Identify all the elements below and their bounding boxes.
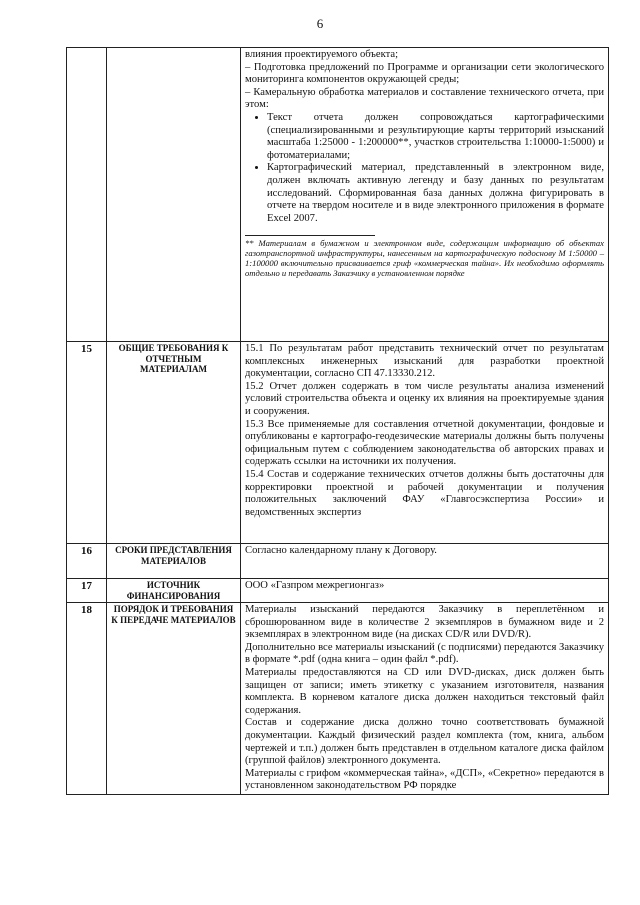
table-row (67, 603, 609, 795)
requirements-table (66, 47, 609, 795)
paragraph: ООО «Газпром межрегионгаз» (245, 580, 385, 591)
table-row (67, 544, 609, 579)
row-number: 16 (67, 544, 107, 579)
bullet-list (245, 112, 604, 225)
paragraph: 15.1 По результатам работ представить технический отчет по результатам комплексных инженерных изысканий для разработки проектной документации, согласно СП 47.13330.212. (245, 343, 604, 380)
paragraph: Согласно календарному плану к Договору. (245, 545, 437, 556)
footnote: ** Материалам в бумажном и электронном виде, содержащим информацию об объектах газотранспортной инфраструктуры, нанесенным на картографическую подоснову М 1:50000 – 1:100000 включительно присваивается гриф «коммерческая тайна». Их необходимо оформлять отдельно и передавать Заказчику в установленном порядке (245, 238, 604, 279)
footnote-separator (245, 235, 375, 236)
row-title: ИСТОЧНИК ФИНАНСИРОВАНИЯ (107, 579, 241, 603)
row-number: 17 (67, 579, 107, 603)
row-content-cell (241, 342, 609, 544)
paragraph: 15.4 Состав и содержание технических отчетов должны быть достаточны для корректировки проектной и рабочей документации и получения положительных заключений ФАУ «Главгосэкспертиза России» и ведомственных экспертиз (245, 468, 604, 518)
row-number: 18 (67, 603, 107, 795)
row-title: СРОКИ ПРЕДСТАВЛЕНИЯ МАТЕРИАЛОВ (107, 544, 241, 579)
page-number: 6 (316, 16, 324, 31)
table-row (67, 342, 609, 544)
paragraph: Материалы предоставляются на CD или DVD-дисках, диск должен быть защищен от записи; иметь этикетку с указанием изготовителя, названия комплекта. В корневом каталоге диска должен находиться текстовый файл содержания. (245, 666, 604, 716)
paragraph: Состав и содержание диска должно точно соответствовать бумажной документации. Каждый физический раздел комплекта (том, книга, альбом чертежей и т.п.) должен быть представлен в отдельном каталоге диска файлом (группой файлов) электронного документа. (245, 717, 604, 767)
paragraph: Материалы с грифом «коммерческая тайна», «ДСП», «Секретно» передаются в установленном законодательством РФ порядке (245, 767, 604, 792)
row-content-cell (241, 544, 609, 579)
row-number-cell (67, 48, 107, 342)
row-title: ОБЩИЕ ТРЕБОВАНИЯ К ОТЧЕТНЫМ МАТЕРИАЛАМ (107, 342, 241, 544)
row-content-cell (241, 48, 609, 342)
bullet-item: • Текст отчета должен сопровождаться картографическими (специализированными и результирующие карты территорий изысканий масштаба 1:25000 - 1:200000**, участков строительства 1:10000-1:5000) и фотоматериалами; (267, 112, 604, 162)
row-content-cell (241, 579, 609, 603)
paragraph: 15.2 Отчет должен содержать в том числе результаты анализа изменений условий строительства объекта и оценку их влияния на проектируемые здания и сооружения. (245, 380, 604, 417)
row-title-cell (107, 48, 241, 342)
paragraph: влияния проектируемого объекта; (245, 49, 399, 60)
paragraph: – Камеральную обработка материалов и составление технического отчета, при этом: (245, 86, 604, 111)
row-content-cell (241, 603, 609, 795)
bullet-item: • Картографический материал, представленный в электронном виде, должен включать активную легенду и базу данных по результатам исследований. Сформированная база данных должна фигурировать в отчете на твердом носителе и в виде электронного приложения в формате Excel 2007. (267, 162, 604, 225)
table-row (67, 579, 609, 603)
paragraph: 15.3 Все применяемые для составления отчетной документации, фондовые и опубликованы е картографо-геодезические материалы должны быть получены официальным путем с соблюдением законодательства об авторских правах и содержать ссылки на источники их получения. (245, 418, 604, 468)
paragraph: – Подготовка предложений по Программе и организации сети экологического мониторинга компонентов окружающей среды; (245, 61, 604, 86)
row-number: 15 (67, 342, 107, 544)
paragraph: Дополнительно все материалы изысканий (с подписями) передаются Заказчику в формате *.pdf (одна книга – один файл *.pdf). (245, 641, 604, 666)
row-title: ПОРЯДОК И ТРЕБОВАНИЯ К ПЕРЕДАЧЕ МАТЕРИАЛОВ (107, 603, 241, 795)
table-row-continued (67, 48, 609, 342)
paragraph: Материалы изысканий передаются Заказчику в переплетённом и сброшюрованном виде в количестве 2 экземпляров в бумажном виде и 2 экземплярах в электронном виде (на дисках CD/R или DVD/R). (245, 604, 604, 641)
